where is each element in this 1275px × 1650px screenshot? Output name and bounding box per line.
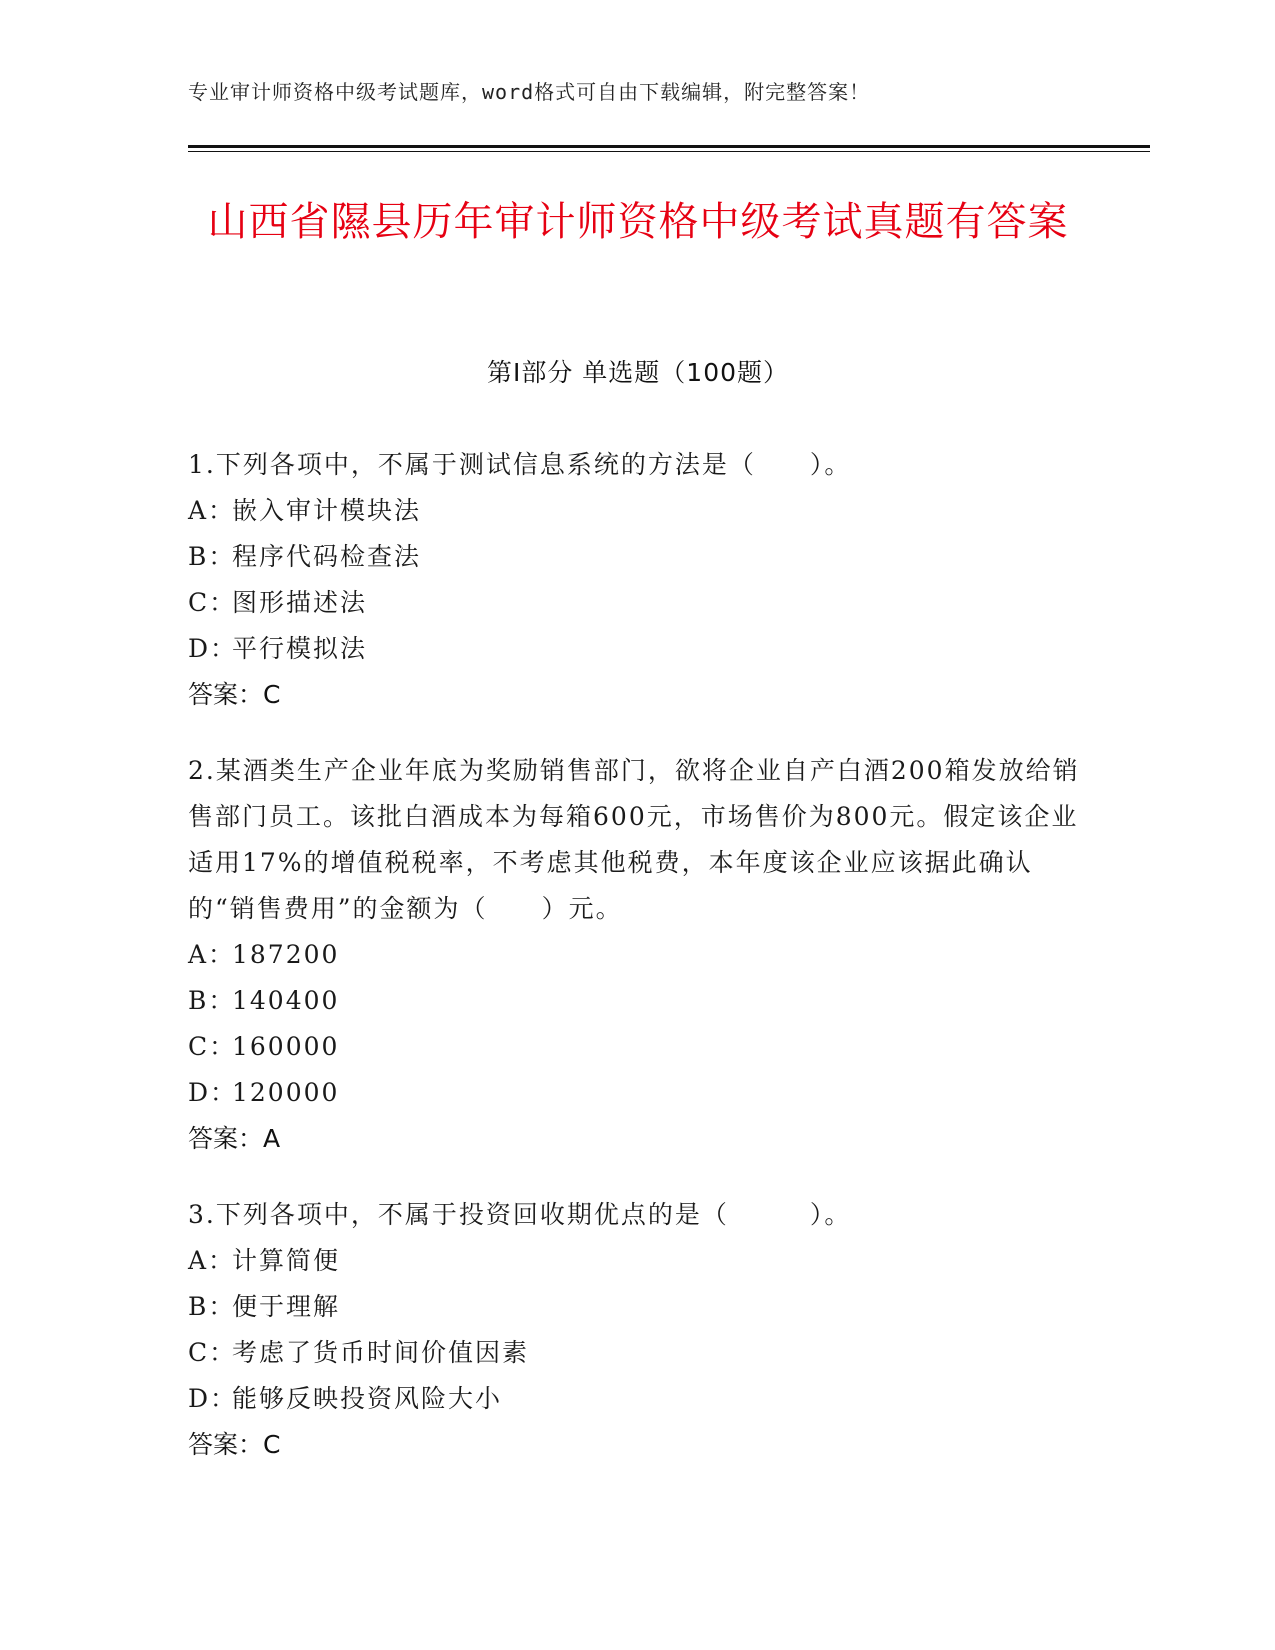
answer-line (188, 1116, 1088, 1162)
option-text: 计算简便 (232, 1246, 341, 1275)
option-a (188, 1238, 1088, 1284)
option-key: A： (188, 940, 236, 969)
option-b (188, 978, 1088, 1024)
option-c (188, 1024, 1088, 1070)
option-b (188, 534, 1088, 580)
option-d (188, 626, 1088, 672)
option-c (188, 1330, 1088, 1376)
answer-value: C (263, 1430, 281, 1459)
option-a (188, 932, 1088, 978)
option-text: 能够反映投资风险大小 (232, 1384, 503, 1413)
option-text: 考虑了货币时间价值因素 (232, 1338, 530, 1367)
answer-prefix: 答案： (188, 1124, 264, 1153)
answer-value: C (263, 680, 281, 709)
option-text: 140400 (232, 986, 340, 1015)
option-a (188, 488, 1088, 534)
question-1 (188, 442, 1088, 718)
answer-prefix: 答案： (188, 680, 264, 709)
header-rule-thin (188, 151, 1150, 152)
section-heading: 第Ⅰ部分 单选题（100题） (486, 358, 790, 387)
header-note: 专业审计师资格中级考试题库，word格式可自由下载编辑，附完整答案！ (188, 80, 871, 104)
option-d (188, 1376, 1088, 1422)
option-d (188, 1070, 1088, 1116)
option-c (188, 580, 1088, 626)
option-text: 便于理解 (232, 1292, 341, 1321)
question-3 (188, 1192, 1088, 1468)
document-title: 山西省隰县历年审计师资格中级考试真题有答案 (207, 199, 1069, 245)
option-key: D： (188, 1384, 238, 1413)
option-key: B： (188, 986, 236, 1015)
option-key: B： (188, 542, 236, 571)
header-rule-thick (188, 145, 1150, 148)
question-list (188, 442, 1088, 1498)
option-key: C： (188, 1338, 237, 1367)
question-stem: 2.某酒类生产企业年底为奖励销售部门，欲将企业自产白酒200箱发放给销售部门员工。该批白酒成本为每箱600元，市场售价为800元。假定该企业适用17%的增值税税率，不考虑其他税费，本年度该企业应该据此确认的“销售费用”的金额为（ ）元。 (188, 756, 1080, 923)
option-text: 160000 (232, 1032, 340, 1061)
answer-line (188, 1422, 1088, 1468)
option-key: A： (188, 496, 236, 525)
option-key: D： (188, 634, 238, 663)
question-2 (188, 748, 1088, 1162)
option-key: C： (188, 588, 237, 617)
option-text: 平行模拟法 (232, 634, 368, 663)
answer-value: A (263, 1124, 281, 1153)
answer-line (188, 672, 1088, 718)
option-text: 程序代码检查法 (232, 542, 422, 571)
question-stem: 1.下列各项中，不属于测试信息系统的方法是（ ）。 (188, 450, 852, 479)
option-text: 187200 (232, 940, 340, 969)
option-text: 嵌入审计模块法 (232, 496, 422, 525)
question-stem: 3.下列各项中，不属于投资回收期优点的是（ ）。 (188, 1200, 852, 1229)
option-key: B： (188, 1292, 236, 1321)
option-key: D： (188, 1078, 238, 1107)
answer-prefix: 答案： (188, 1430, 264, 1459)
option-key: C： (188, 1032, 237, 1061)
option-text: 120000 (232, 1078, 340, 1107)
option-key: A： (188, 1246, 236, 1275)
option-b (188, 1284, 1088, 1330)
option-text: 图形描述法 (232, 588, 368, 617)
